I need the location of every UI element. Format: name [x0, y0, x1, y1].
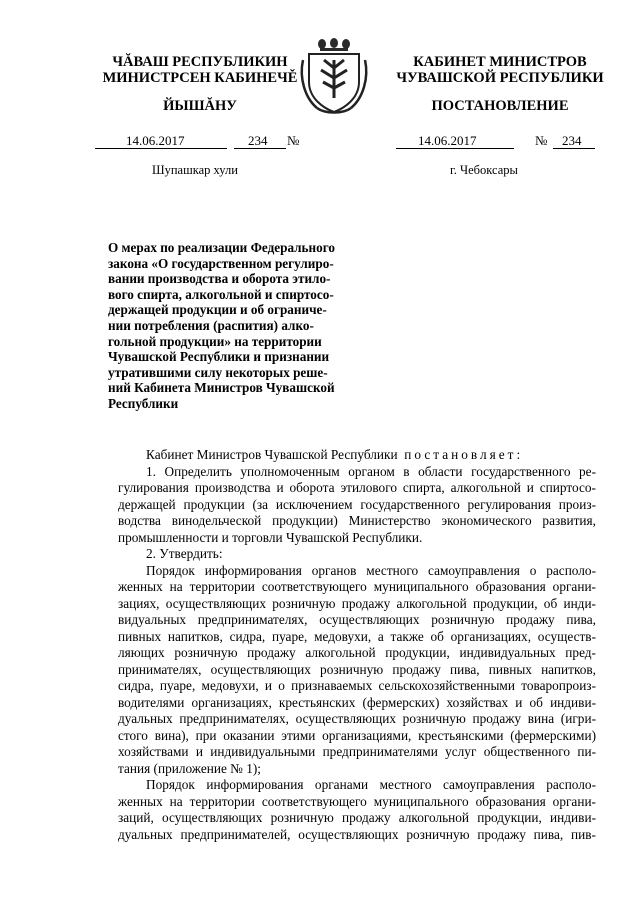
- body-line: зациях, осуществляющих розничную продажу алкогольной продукции, об инди-: [118, 595, 596, 611]
- chuvash-emblem-icon: [297, 38, 371, 116]
- body-line: водителями организациях, крестьянских (фермерских) хозяйствах и об индиви-: [118, 694, 596, 710]
- body-line: промышленности и торговли Чувашской Республики.: [118, 529, 423, 545]
- body-line: держащей продукции (за исключением государственного регулирования произ-: [118, 496, 596, 512]
- left-number-sign: №: [287, 133, 300, 148]
- body-line: тания (приложение № 1);: [118, 760, 261, 776]
- title-line: вании производства и оборота этило-: [108, 271, 331, 287]
- left-city: Шупашкар хули: [152, 163, 238, 177]
- right-org-line-1: КАБИНЕТ МИНИСТРОВ: [413, 54, 587, 70]
- paragraph-procedure-1: [118, 563, 596, 778]
- title-line: держащей продукции и об ограниче-: [108, 302, 327, 318]
- hop-cone-icon-center: [330, 38, 338, 48]
- left-org-line-2: МИНИСТРСЕН КАБИНЕЧĚ: [102, 70, 298, 86]
- body-line: дуальных предпринимателях, осуществляющих розничную продажу вина (игри-: [118, 711, 596, 726]
- body-line: Порядок информирования органов местного самоуправления о располо-: [146, 562, 596, 578]
- intro-text: Кабинет Министров Чувашской Республики: [146, 447, 398, 462]
- body-line: Порядок информирования органами местного самоуправления располо-: [146, 777, 596, 792]
- body-line: стого вина), при оказании этими организациями, крестьянскими (фермерскими): [118, 727, 596, 743]
- right-number-sign: №: [535, 133, 548, 148]
- title-line: Чувашской Республики и признании: [108, 349, 330, 365]
- hop-cone-icon-right: [342, 39, 350, 49]
- title-line: нии потребления (распития) алко-: [108, 317, 314, 333]
- right-org-line-2: ЧУВАШСКОЙ РЕСПУБЛИКИ: [396, 70, 604, 86]
- right-city: г. Чебоксары: [450, 163, 518, 177]
- paragraph-procedure-2: [118, 777, 596, 843]
- title-line: гольной продукции» на территории: [108, 333, 322, 349]
- intro-keyword: постановляет:: [404, 447, 524, 462]
- body-line: принимателях, осуществляющих розничную продажу пива, пивных напитков,: [118, 661, 596, 677]
- left-number-underline: [234, 148, 286, 149]
- body-line: видуальных предпринимателях, осуществляющих розничную продажу пива,: [118, 612, 596, 627]
- right-org-name: [385, 54, 615, 86]
- body-line: гулирования производства и оборота этилового спирта, алкогольной и спиртосо-: [118, 480, 596, 495]
- hop-cone-icon-left: [318, 39, 326, 49]
- body-line: пивных напитков, сидра, пуаре, медовухи, а также об организациях, осуществ-: [118, 628, 596, 644]
- title-line: ний Кабинета Министров Чувашской: [108, 380, 335, 396]
- body-line: хозяйствами и индивидуальными предпринимателями услуг общественного пи-: [118, 744, 596, 759]
- resolution-title: [108, 240, 360, 412]
- title-line: закона «О государственном регулиро-: [108, 255, 334, 271]
- intro-paragraph: [118, 447, 596, 464]
- right-number-underline: [553, 148, 595, 149]
- title-line: Республики: [108, 395, 179, 411]
- body-line: женных на территории соответствующего муниципального образования органи-: [118, 579, 596, 594]
- title-line: вого спирта, алкогольной и спиртосо-: [108, 286, 334, 302]
- left-date-underline: [95, 148, 227, 149]
- body-line: сидра, пуаре, медовухи, и о признаваемых сельскохозяйственными товаропроиз-: [118, 678, 596, 693]
- right-date-underline: [396, 148, 514, 149]
- left-doc-type: ЙЫШĂНУ: [163, 98, 237, 114]
- point-1: [118, 464, 596, 547]
- left-org-line-1: ЧĂВАШ РЕСПУБЛИКИН: [112, 54, 288, 70]
- title-line: О мерах по реализации Федерального: [108, 240, 335, 255]
- body-line: 1. Определить уполномоченным органом в области государственного ре-: [146, 463, 596, 479]
- body-line: женных на территории соответствующего муниципального образования органи-: [118, 793, 596, 809]
- left-date: 14.06.2017: [126, 133, 185, 148]
- right-date: 14.06.2017: [418, 133, 477, 148]
- right-number: 234: [562, 133, 582, 148]
- body-line: заций, осуществляющих розничную продажу алкогольной продукции, индиви-: [118, 810, 596, 825]
- resolution-body: [118, 447, 596, 843]
- body-line: водства винодельческой продукции) Министерство экономического развития,: [118, 513, 596, 528]
- left-org-name: [95, 54, 305, 86]
- body-line: дуальных предпринимателей, осуществляющих розничную продажу пива, пив-: [118, 826, 596, 842]
- body-line: ляющих розничную продажу алкогольной продукции, индивидуальных пред-: [118, 645, 596, 660]
- right-doc-type: ПОСТАНОВЛЕНИЕ: [431, 98, 569, 114]
- title-line: утратившими силу некоторых реше-: [108, 364, 328, 380]
- point-2: 2. Утвердить:: [146, 546, 223, 561]
- left-number: 234: [248, 133, 268, 148]
